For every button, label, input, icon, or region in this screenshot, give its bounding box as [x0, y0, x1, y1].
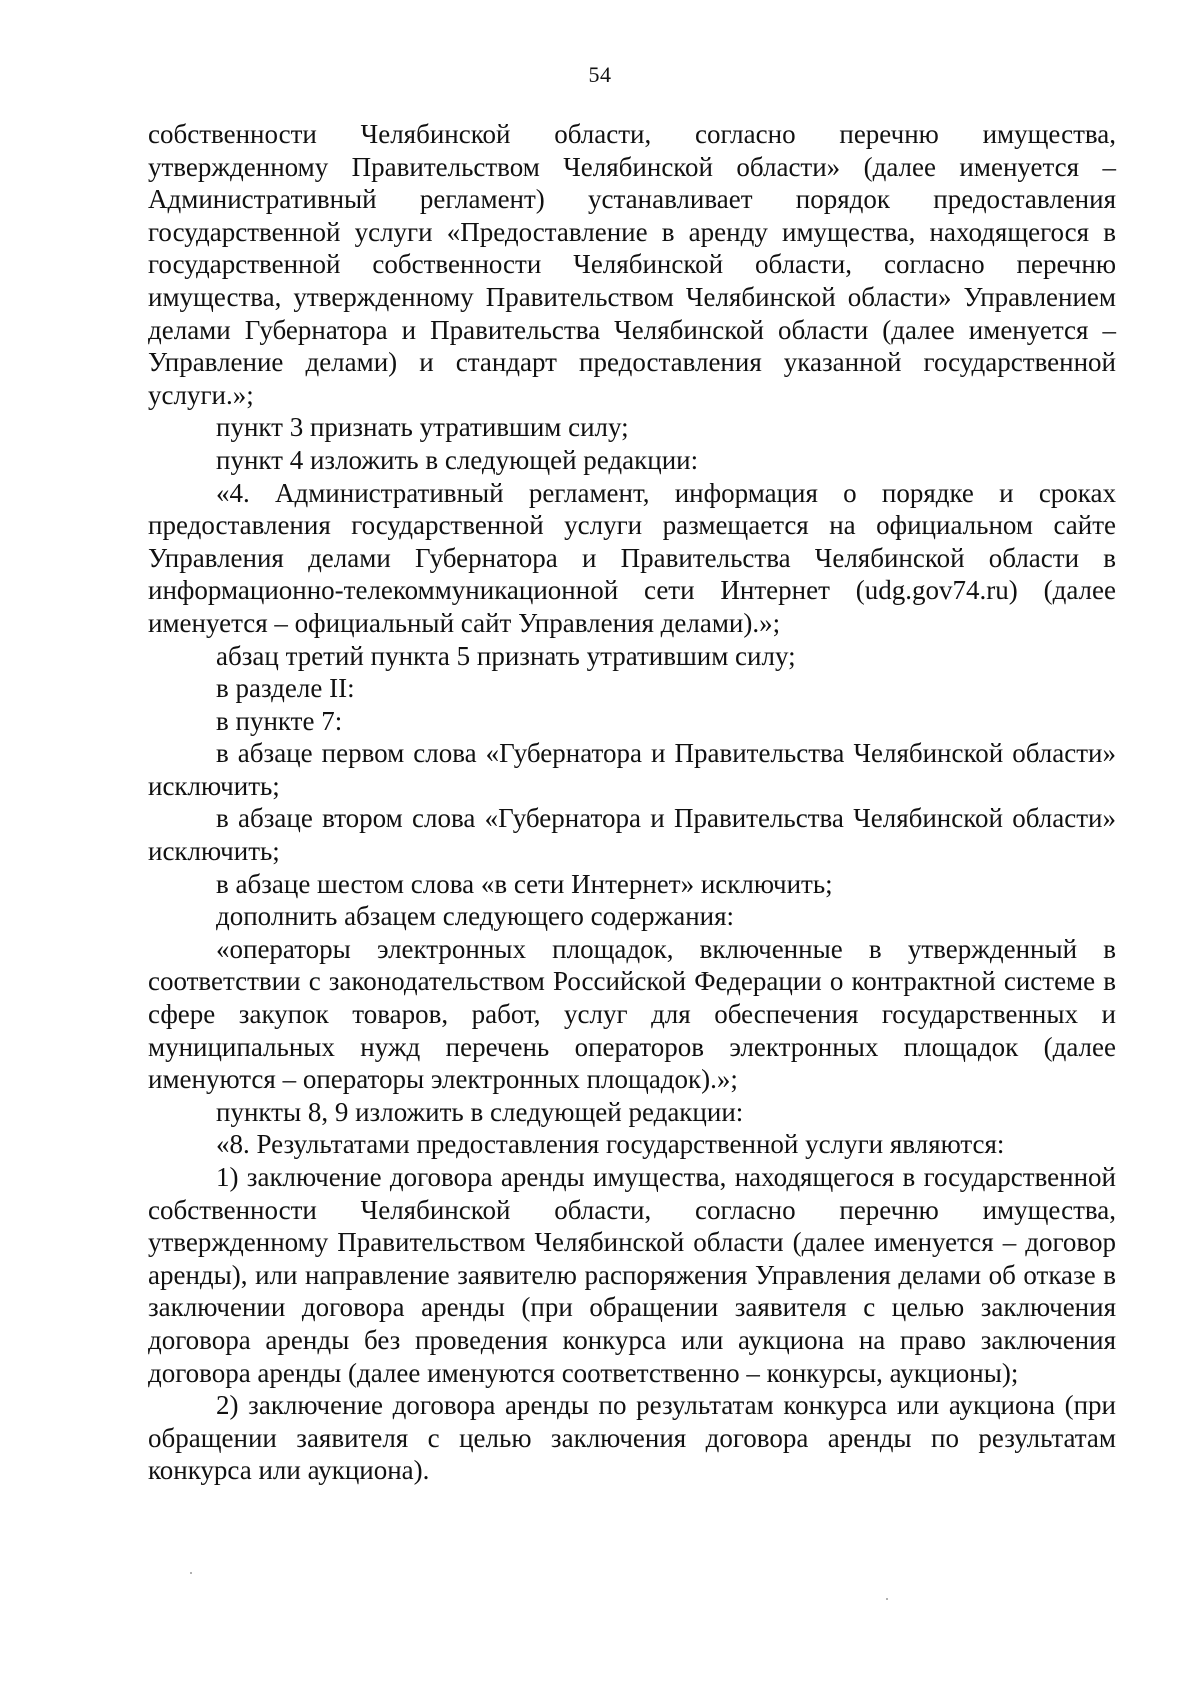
paragraph-item-4-text: «4. Административный регламент, информация о порядке и сроках предоставления государственной услуги размещается на официальном сайте Управления делами Губернатора и Правительства Челябинской области в информационно-телекоммуникационной сети Интернет (udg.gov74.ru) (далее именуется – официальный сайт Управления делами).»; — [148, 477, 1116, 638]
paragraph-item-4-intro: пункт 4 изложить в следующей редакции: — [216, 444, 699, 475]
paragraph-item-7: в пункте 7: — [216, 705, 343, 736]
paragraph-add-para-intro: дополнить абзацем следующего содержания: — [216, 901, 735, 932]
page-number: 54 — [588, 62, 612, 87]
paragraph-continuation: собственности Челябинской области, согласно перечню имущества, утвержденному Правительством Челябинской области» (далее именуется – Административный регламент) устанавливает порядок предоставления государственной услуги «Предоставление в аренду имущества, находящегося в государственной собственности Челябинской области, согласно перечню имущества, утвержденному Правительством Челябинской области» Управлением делами Губернатора и Правительства Челябинской области (далее именуется – Управление делами) и стандарт предоставления указанной государственной услуги.»; — [148, 119, 1116, 410]
paragraph-items-8-9-intro: пункты 8, 9 изложить в следующей редакции: — [216, 1096, 744, 1127]
paragraph-operators: «операторы электронных площадок, включенные в утвержденный в соответствии с законодательством Российской Федерации о контрактной системе в сфере закупок товаров, работ, услуг для обеспечения государственных и муниципальных нужд перечень операторов электронных площадок (далее именуются – операторы электронных площадок).»; — [148, 933, 1116, 1095]
scan-speck — [886, 1598, 888, 1600]
paragraph-sixth-para-exclude: в абзаце шестом слова «в сети Интернет» исключить; — [216, 868, 833, 899]
document-body — [148, 118, 1116, 1487]
paragraph-second-para-exclude: в абзаце втором слова «Губернатора и Правительства Челябинской области» исключить; — [148, 803, 1116, 867]
paragraph-section-2: в разделе II: — [216, 673, 355, 704]
scan-speck — [190, 1572, 192, 1574]
paragraph-item-8-results: «8. Результатами предоставления государственной услуги являются: — [216, 1129, 1005, 1160]
paragraph-item-5-repeal: абзац третий пункта 5 признать утратившим силу; — [216, 640, 796, 671]
paragraph-result-2: 2) заключение договора аренды по результатам конкурса или аукциона (при обращении заявителя с целью заключения договора аренды по результатам конкурса или аукциона). — [148, 1390, 1116, 1486]
paragraph-item-3-repeal: пункт 3 признать утратившим силу; — [216, 412, 629, 443]
paragraph-first-para-exclude: в абзаце первом слова «Губернатора и Правительства Челябинской области» исключить; — [148, 738, 1116, 801]
paragraph-result-1: 1) заключение договора аренды имущества, находящегося в государственной собственности Челябинской области, согласно перечню имущества, утвержденному Правительством Челябинской области (далее именуется – договор аренды), или направление заявителю распоряжения Управления делами об отказе в заключении договора аренды (при обращении заявителя с целью заключения договора аренды без проведения конкурса или аукциона на право заключения договора аренды (далее именуются соответственно – конкурсы, аукционы); — [148, 1162, 1116, 1388]
